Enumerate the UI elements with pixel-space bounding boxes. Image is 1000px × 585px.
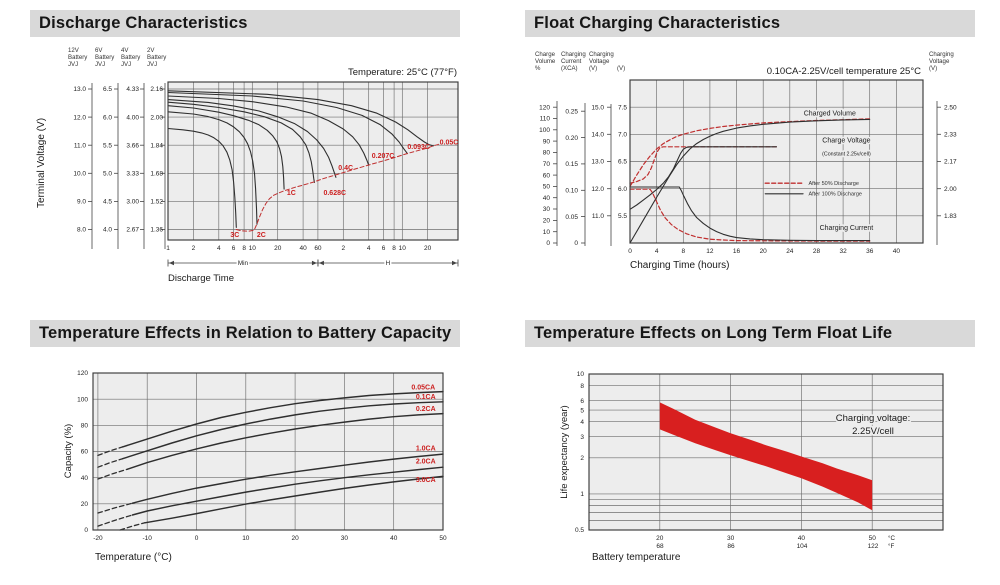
svg-text:°C: °C <box>888 535 895 542</box>
svg-text:20: 20 <box>291 535 299 542</box>
svg-text:(V): (V) <box>929 65 938 72</box>
svg-text:0.10: 0.10 <box>565 187 578 195</box>
svg-text:0: 0 <box>574 240 578 248</box>
svg-text:5.5: 5.5 <box>617 213 627 221</box>
svg-text:5: 5 <box>580 407 584 415</box>
svg-text:1.84: 1.84 <box>150 142 163 150</box>
svg-text:70: 70 <box>542 160 550 168</box>
svg-text:(Constant 2.25v/cell): (Constant 2.25v/cell) <box>822 151 871 158</box>
svg-text:Charge: Charge <box>535 51 555 58</box>
svg-text:122: 122 <box>867 543 879 550</box>
svg-text:2.25V/cell: 2.25V/cell <box>852 426 894 437</box>
svg-text:0: 0 <box>84 527 88 535</box>
svg-text:After 100% Discharge: After 100% Discharge <box>808 191 862 198</box>
svg-text:40: 40 <box>390 535 398 542</box>
svg-text:2: 2 <box>580 455 584 463</box>
svg-text:(XCA): (XCA) <box>561 65 578 72</box>
svg-text:10: 10 <box>576 371 584 379</box>
svg-text:3.33: 3.33 <box>126 170 139 178</box>
svg-text:90: 90 <box>542 138 550 146</box>
svg-text:0.05CA: 0.05CA <box>411 384 436 392</box>
svg-text:4: 4 <box>580 418 584 426</box>
float-charging-chart <box>535 51 957 271</box>
svg-text:-20: -20 <box>93 535 103 542</box>
svg-text:15.0: 15.0 <box>591 104 604 112</box>
float-charging-axis-column <box>561 51 586 247</box>
svg-text:After 50% Discharge: After 50% Discharge <box>808 180 859 187</box>
section-title-float-charging: Float Charging Characteristics <box>525 10 975 37</box>
svg-text:4: 4 <box>366 245 371 252</box>
svg-text:50: 50 <box>439 535 447 542</box>
svg-text:4V: 4V <box>121 47 129 54</box>
svg-text:120: 120 <box>539 104 550 112</box>
section-title-temp-capacity: Temperature Effects in Relation to Battery Capacity <box>30 320 460 347</box>
svg-text:30: 30 <box>542 206 550 214</box>
svg-text:4: 4 <box>216 245 221 252</box>
svg-text:2.16: 2.16 <box>150 86 163 94</box>
svg-text:10: 10 <box>248 245 256 252</box>
svg-text:JVJ: JVJ <box>121 61 132 68</box>
svg-text:JVJ: JVJ <box>95 61 106 68</box>
svg-text:7.0: 7.0 <box>617 131 627 139</box>
svg-text:6: 6 <box>381 245 386 252</box>
svg-text:40: 40 <box>299 245 307 252</box>
svg-text:20: 20 <box>424 245 432 252</box>
svg-text:8.0: 8.0 <box>76 226 86 234</box>
svg-text:-10: -10 <box>142 535 152 542</box>
svg-text:JVJ: JVJ <box>68 61 79 68</box>
svg-text:36: 36 <box>866 248 874 255</box>
svg-text:4.5: 4.5 <box>102 198 112 206</box>
svg-text:Discharge Time: Discharge Time <box>168 273 234 284</box>
svg-text:6.5: 6.5 <box>617 158 627 166</box>
svg-text:12.0: 12.0 <box>591 185 604 193</box>
svg-text:8: 8 <box>392 245 396 252</box>
svg-text:11.0: 11.0 <box>73 142 86 150</box>
svg-text:60: 60 <box>314 245 322 252</box>
svg-text:Life expectancy (year): Life expectancy (year) <box>559 405 570 499</box>
svg-text:24: 24 <box>786 248 794 255</box>
svg-text:Terminal Voltage (V): Terminal Voltage (V) <box>36 117 47 209</box>
svg-text:10.0: 10.0 <box>73 170 86 178</box>
svg-text:5.0: 5.0 <box>102 170 112 178</box>
svg-text:3: 3 <box>580 433 584 441</box>
svg-text:4.00: 4.00 <box>126 114 139 122</box>
svg-text:80: 80 <box>80 422 88 430</box>
svg-text:30: 30 <box>726 535 735 542</box>
svg-text:0.2CA: 0.2CA <box>415 405 436 413</box>
svg-text:2.00: 2.00 <box>150 114 163 122</box>
svg-text:20: 20 <box>656 535 664 542</box>
discharge-axis-column <box>68 47 92 249</box>
svg-text:Charged Volume: Charged Volume <box>803 110 856 118</box>
svg-text:2.17: 2.17 <box>944 158 957 166</box>
svg-text:28: 28 <box>812 248 821 255</box>
svg-text:Temperature: 25°C (77°F): Temperature: 25°C (77°F) <box>348 67 457 78</box>
svg-text:Charging Current: Charging Current <box>819 225 874 233</box>
svg-text:Charging Time (hours): Charging Time (hours) <box>630 260 730 271</box>
svg-text:20: 20 <box>542 217 550 225</box>
discharge-plot-area <box>168 82 458 240</box>
svg-text:12.0: 12.0 <box>73 114 86 122</box>
svg-text:Battery temperature: Battery temperature <box>592 552 681 563</box>
svg-text:Battery: Battery <box>121 54 141 61</box>
svg-text:4: 4 <box>654 248 659 255</box>
temp-capacity-chart <box>63 370 447 563</box>
svg-text:Charge Voltage: Charge Voltage <box>822 137 871 145</box>
svg-text:Battery: Battery <box>68 54 88 61</box>
svg-text:0.207C: 0.207C <box>371 152 395 160</box>
svg-text:10: 10 <box>542 228 550 236</box>
svg-text:50: 50 <box>868 535 876 542</box>
svg-text:1.0CA: 1.0CA <box>415 445 436 453</box>
svg-text:3C: 3C <box>230 231 240 239</box>
svg-text:(V): (V) <box>589 65 598 72</box>
svg-text:Charging voltage:: Charging voltage: <box>835 413 911 424</box>
svg-text:3.66: 3.66 <box>126 142 139 150</box>
svg-text:10: 10 <box>398 245 406 252</box>
svg-text:5.5: 5.5 <box>102 142 112 150</box>
svg-text:4.33: 4.33 <box>126 86 139 94</box>
svg-text:2.0CA: 2.0CA <box>415 458 436 466</box>
svg-text:9.0: 9.0 <box>76 198 86 206</box>
svg-text:40: 40 <box>797 535 806 542</box>
svg-text:Voltage: Voltage <box>929 58 950 65</box>
svg-text:1.83: 1.83 <box>944 213 957 221</box>
svg-text:1.52: 1.52 <box>150 198 163 206</box>
svg-text:40: 40 <box>80 474 88 482</box>
svg-text:Current: Current <box>561 58 582 65</box>
svg-text:°F: °F <box>888 543 895 550</box>
svg-text:Charging: Charging <box>929 51 954 58</box>
svg-text:104: 104 <box>796 543 808 550</box>
svg-text:%: % <box>535 65 541 72</box>
svg-text:100: 100 <box>539 127 550 135</box>
svg-text:Charging: Charging <box>589 51 614 58</box>
svg-text:2V: 2V <box>147 47 155 54</box>
svg-text:8: 8 <box>242 245 246 252</box>
svg-text:40: 40 <box>542 194 550 202</box>
svg-text:13.0: 13.0 <box>73 86 86 94</box>
discharge-axis-column <box>95 47 118 249</box>
svg-text:40: 40 <box>892 248 900 255</box>
svg-text:6.0: 6.0 <box>617 185 627 193</box>
svg-text:1: 1 <box>580 491 584 499</box>
svg-text:6.5: 6.5 <box>102 86 112 94</box>
svg-text:2.33: 2.33 <box>944 131 957 139</box>
svg-text:86: 86 <box>727 543 735 550</box>
svg-text:H: H <box>385 260 391 268</box>
svg-text:6: 6 <box>580 397 584 405</box>
float-charging-axis-column <box>617 65 627 220</box>
svg-text:1C: 1C <box>286 190 296 198</box>
svg-text:1.36: 1.36 <box>150 226 163 234</box>
svg-text:(V): (V) <box>617 65 626 72</box>
svg-text:120: 120 <box>77 370 88 378</box>
svg-text:50: 50 <box>542 183 550 191</box>
svg-text:14.0: 14.0 <box>591 131 604 139</box>
svg-text:8: 8 <box>580 382 584 390</box>
float-life-chart <box>559 371 943 563</box>
svg-text:13.0: 13.0 <box>591 158 604 166</box>
float-charging-axis-column <box>535 51 557 247</box>
discharge-chart <box>36 47 458 284</box>
svg-text:0.20: 0.20 <box>565 134 578 142</box>
svg-text:80: 80 <box>542 149 550 157</box>
section-title-discharge: Discharge Characteristics <box>30 10 460 37</box>
svg-text:Battery: Battery <box>95 54 115 61</box>
svg-text:Battery: Battery <box>147 54 167 61</box>
svg-text:12V: 12V <box>68 47 79 54</box>
svg-text:0.4C: 0.4C <box>338 165 354 173</box>
svg-text:10: 10 <box>242 535 250 542</box>
svg-text:11.0: 11.0 <box>591 213 604 221</box>
svg-text:0.15: 0.15 <box>565 161 578 169</box>
svg-text:0.05C: 0.05C <box>439 139 459 147</box>
svg-text:0: 0 <box>628 248 632 255</box>
svg-text:6V: 6V <box>95 47 103 54</box>
svg-text:1.68: 1.68 <box>150 170 163 178</box>
svg-text:6: 6 <box>231 245 236 252</box>
svg-text:Charging: Charging <box>561 51 586 58</box>
svg-text:60: 60 <box>80 448 88 456</box>
svg-text:2.67: 2.67 <box>126 226 139 234</box>
svg-text:2C: 2C <box>256 231 266 239</box>
discharge-axis-column <box>147 47 167 249</box>
svg-text:16: 16 <box>732 248 741 255</box>
svg-text:1: 1 <box>166 245 170 252</box>
float-charging-axis-column <box>589 51 614 246</box>
svg-text:2.50: 2.50 <box>944 104 957 112</box>
svg-text:0: 0 <box>194 535 199 542</box>
svg-text:12: 12 <box>706 248 714 255</box>
discharge-axis-column <box>121 47 144 249</box>
svg-text:0.10CA-2.25V/cell temperature: 0.10CA-2.25V/cell temperature 25°C <box>766 66 921 77</box>
svg-text:2.00: 2.00 <box>944 185 957 193</box>
svg-text:Voltage: Voltage <box>589 58 610 65</box>
svg-text:7.5: 7.5 <box>617 104 627 112</box>
svg-text:0.1CA: 0.1CA <box>415 393 436 401</box>
svg-text:30: 30 <box>340 535 349 542</box>
svg-text:0.5: 0.5 <box>574 527 584 535</box>
svg-text:20: 20 <box>759 248 767 255</box>
svg-text:6.0: 6.0 <box>102 114 112 122</box>
svg-text:20: 20 <box>274 245 282 252</box>
svg-text:0.05: 0.05 <box>565 213 578 221</box>
float-charging-axis-column <box>929 51 957 245</box>
section-title-float-life: Temperature Effects on Long Term Float Life <box>525 320 975 347</box>
svg-text:68: 68 <box>656 543 664 550</box>
svg-text:20: 20 <box>80 501 88 509</box>
svg-text:Capacity (%): Capacity (%) <box>63 423 74 479</box>
svg-text:JVJ: JVJ <box>147 61 158 68</box>
svg-text:2: 2 <box>191 245 196 252</box>
svg-text:3.00: 3.00 <box>126 198 139 206</box>
svg-text:3.0CA: 3.0CA <box>415 476 436 484</box>
svg-text:0: 0 <box>546 240 550 248</box>
svg-text:60: 60 <box>542 172 550 180</box>
svg-text:110: 110 <box>539 115 550 123</box>
svg-text:100: 100 <box>77 396 88 404</box>
svg-text:0.628C: 0.628C <box>323 190 347 198</box>
svg-text:Temperature (°C): Temperature (°C) <box>95 552 172 563</box>
svg-text:0.093C: 0.093C <box>407 144 430 152</box>
svg-text:32: 32 <box>839 248 847 255</box>
svg-text:2: 2 <box>341 245 346 252</box>
svg-text:Min: Min <box>237 260 249 268</box>
svg-text:4.0: 4.0 <box>102 226 112 234</box>
svg-text:Volume: Volume <box>535 58 556 65</box>
svg-text:0.25: 0.25 <box>565 108 578 116</box>
svg-text:8: 8 <box>681 248 686 255</box>
